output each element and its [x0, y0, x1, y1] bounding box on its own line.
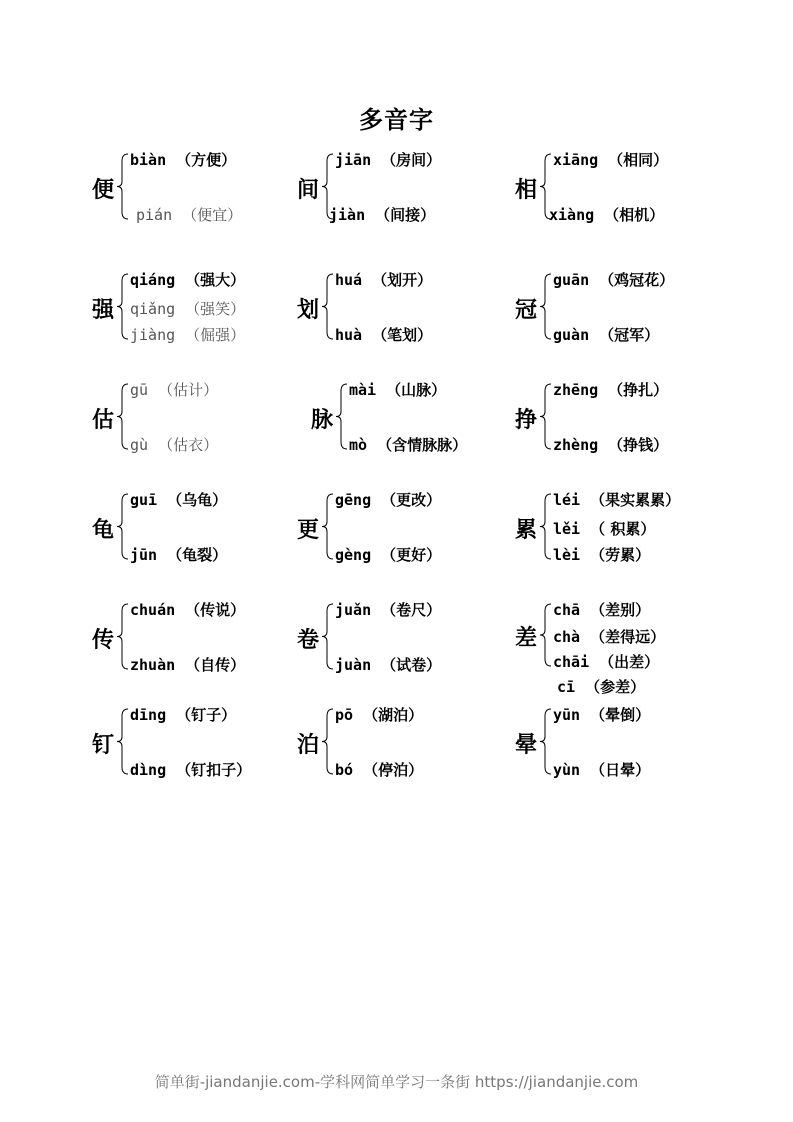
- reading-line: [335, 269, 432, 290]
- pinyin: qiǎng: [130, 300, 176, 318]
- example-word: （强大）: [185, 271, 246, 289]
- brace-icon: [539, 383, 553, 452]
- polyphone-character: 相: [515, 176, 538, 203]
- pinyin: chā: [553, 601, 581, 619]
- example-word: （出差）: [599, 653, 660, 671]
- example-word: （差别）: [590, 601, 651, 619]
- polyphone-character: 累: [515, 516, 538, 543]
- polyphone-character: 冠: [515, 296, 538, 323]
- pinyin: zhuàn: [130, 656, 176, 674]
- reading-line: [130, 544, 227, 565]
- example-word: （更好）: [381, 546, 442, 564]
- reading-line: [329, 204, 435, 225]
- reading-line: [553, 599, 650, 620]
- brace-icon: [321, 708, 335, 777]
- pinyin: jūn: [130, 546, 158, 564]
- polyphone-entry: [297, 700, 537, 810]
- footer-watermark: 简单街-jiandanjie.com-学科网简单学习一条街 https://jiandanjie.com: [154, 1073, 639, 1091]
- pinyin: juǎn: [335, 601, 372, 619]
- example-word: （参差）: [585, 678, 646, 696]
- reading-line: [553, 759, 650, 780]
- example-word: （相同）: [608, 151, 669, 169]
- polyphone-entry: [515, 700, 755, 810]
- example-word: （劳累）: [590, 546, 651, 564]
- polyphone-character: 便: [92, 176, 115, 203]
- brace-icon: [321, 273, 335, 342]
- reading-line: [553, 434, 668, 455]
- example-word: （强笑）: [185, 300, 246, 318]
- pinyin: qiáng: [130, 271, 176, 289]
- pinyin: guàn: [553, 326, 590, 344]
- pinyin: huà: [335, 326, 363, 344]
- reading-line: [553, 269, 674, 290]
- example-word: （房间）: [381, 151, 442, 169]
- example-word: （果实累累）: [590, 491, 681, 509]
- pinyin: juàn: [335, 656, 372, 674]
- pinyin: yūn: [553, 706, 581, 724]
- example-word: （龟裂）: [167, 546, 228, 564]
- reading-line: [130, 654, 245, 675]
- reading-line: [349, 379, 446, 400]
- example-word: （乌龟）: [167, 491, 228, 509]
- example-word: （钉子）: [176, 706, 237, 724]
- pinyin: xiàng: [549, 206, 595, 224]
- example-word: （划开）: [372, 271, 433, 289]
- polyphone-entry: [92, 145, 332, 255]
- polyphone-character: 间: [297, 176, 320, 203]
- brace-icon: [539, 603, 553, 669]
- reading-line: [335, 599, 441, 620]
- brace-icon: [116, 708, 130, 777]
- polyphone-entry: [515, 595, 755, 705]
- polyphone-character: 挣: [515, 406, 538, 433]
- reading-line: [553, 651, 659, 672]
- example-word: （更改）: [381, 491, 442, 509]
- pinyin: mài: [349, 381, 377, 399]
- reading-line: [130, 149, 236, 170]
- example-word: （含情脉脉）: [377, 436, 468, 454]
- reading-line: [335, 544, 441, 565]
- example-word: （方便）: [176, 151, 237, 169]
- example-word: （相机）: [604, 206, 665, 224]
- example-word: （便宜）: [182, 206, 243, 224]
- example-word: （挣扎）: [608, 381, 669, 399]
- example-word: （日晕）: [590, 761, 651, 779]
- reading-line: [553, 544, 650, 565]
- reading-line: [335, 759, 423, 780]
- reading-line: [130, 704, 236, 725]
- polyphone-entry: [92, 700, 332, 810]
- pinyin: zhēng: [553, 381, 599, 399]
- brace-icon: [539, 493, 553, 562]
- reading-line: [335, 324, 432, 345]
- polyphone-entry: [92, 595, 332, 705]
- polyphone-character: 晕: [515, 731, 538, 758]
- polyphone-character: 差: [515, 625, 538, 651]
- pinyin: chuán: [130, 601, 176, 619]
- reading-line: [553, 518, 655, 539]
- brace-icon: [116, 603, 130, 672]
- brace-icon: [321, 493, 335, 562]
- page-title: 多音字: [359, 105, 434, 134]
- example-word: （估衣）: [158, 436, 219, 454]
- brace-icon: [321, 603, 335, 672]
- reading-line: [130, 298, 245, 319]
- pinyin: biàn: [130, 151, 167, 169]
- polyphone-entry: [92, 265, 332, 375]
- reading-line: [130, 599, 245, 620]
- reading-line: [553, 379, 668, 400]
- reading-line: [557, 676, 645, 697]
- reading-line: [549, 204, 664, 225]
- reading-line: [130, 759, 251, 780]
- brace-icon: [116, 273, 130, 342]
- reading-line: [349, 434, 467, 455]
- example-word: （晕倒）: [590, 706, 651, 724]
- example-word: （卷尺）: [381, 601, 442, 619]
- polyphone-character: 更: [297, 516, 320, 543]
- pinyin: jiān: [335, 151, 372, 169]
- polyphone-entry: [515, 485, 755, 595]
- pinyin: zhèng: [553, 436, 599, 454]
- polyphone-character: 卷: [297, 626, 320, 653]
- polyphone-entry: [515, 145, 755, 255]
- example-word: （钉扣子）: [176, 761, 252, 779]
- brace-icon: [335, 383, 349, 452]
- reading-line: [335, 704, 423, 725]
- pinyin: gū: [130, 381, 149, 399]
- polyphone-entry: [297, 595, 537, 705]
- polyphone-entry: [515, 265, 755, 375]
- polyphone-entry: [297, 485, 537, 595]
- polyphone-entry: [92, 375, 332, 485]
- pinyin: cī: [557, 678, 576, 696]
- reading-line: [553, 149, 668, 170]
- polyphone-entry: [297, 145, 537, 255]
- example-word: （自传）: [185, 656, 246, 674]
- brace-icon: [116, 493, 130, 562]
- pinyin: lěi: [553, 520, 581, 538]
- pinyin: gèng: [335, 546, 372, 564]
- pinyin: jiàn: [329, 206, 366, 224]
- pinyin: yùn: [553, 761, 581, 779]
- reading-line: [553, 626, 665, 647]
- reading-line: [335, 654, 441, 675]
- pinyin: guī: [130, 491, 158, 509]
- pinyin: xiāng: [553, 151, 599, 169]
- polyphone-character: 脉: [311, 406, 334, 433]
- pinyin: mò: [349, 436, 368, 454]
- pinyin: lèi: [553, 546, 581, 564]
- reading-line: [335, 149, 441, 170]
- example-word: （停泊）: [363, 761, 424, 779]
- pinyin: gù: [130, 436, 149, 454]
- polyphone-character: 估: [92, 406, 115, 433]
- pinyin: bó: [335, 761, 354, 779]
- reading-line: [130, 324, 245, 345]
- pinyin: léi: [553, 491, 581, 509]
- brace-icon: [539, 708, 553, 777]
- polyphone-entry: [515, 375, 755, 485]
- reading-line: [130, 434, 218, 455]
- polyphone-character: 钉: [92, 731, 115, 758]
- reading-line: [130, 379, 218, 400]
- example-word: （间接）: [375, 206, 436, 224]
- brace-icon: [539, 273, 553, 342]
- reading-line: [553, 704, 650, 725]
- pinyin: dìng: [130, 761, 167, 779]
- example-word: （差得远）: [590, 628, 666, 646]
- example-word: （湖泊）: [363, 706, 424, 724]
- pinyin: guān: [553, 271, 590, 289]
- reading-line: [553, 489, 680, 510]
- polyphone-character: 传: [92, 626, 115, 653]
- pinyin: pō: [335, 706, 354, 724]
- pinyin: pián: [136, 206, 173, 224]
- example-word: （笔划）: [372, 326, 433, 344]
- reading-line: [130, 489, 227, 510]
- pinyin: gēng: [335, 491, 372, 509]
- example-word: （山脉）: [386, 381, 447, 399]
- polyphone-character: 龟: [92, 516, 115, 543]
- example-word: （试卷）: [381, 656, 442, 674]
- brace-icon: [116, 153, 130, 222]
- example-word: （传说）: [185, 601, 246, 619]
- pinyin: huá: [335, 271, 363, 289]
- pinyin: chà: [553, 628, 581, 646]
- example-word: （挣钱）: [608, 436, 669, 454]
- pinyin: chāi: [553, 653, 590, 671]
- polyphone-character: 强: [92, 296, 115, 323]
- polyphone-character: 划: [297, 296, 320, 323]
- reading-line: [335, 489, 441, 510]
- pinyin: dīng: [130, 706, 167, 724]
- brace-icon: [116, 383, 130, 452]
- example-word: （估计）: [158, 381, 219, 399]
- reading-line: [130, 269, 245, 290]
- example-word: （ 积累）: [590, 520, 656, 538]
- reading-line: [553, 324, 659, 345]
- example-word: （冠军）: [599, 326, 660, 344]
- polyphone-character: 泊: [297, 731, 320, 758]
- example-word: （倔强）: [185, 326, 246, 344]
- polyphone-entry: [92, 485, 332, 595]
- polyphone-entry: [297, 265, 537, 375]
- reading-line: [136, 204, 242, 225]
- example-word: （鸡冠花）: [599, 271, 675, 289]
- polyphone-entry: [297, 375, 537, 485]
- pinyin: jiàng: [130, 326, 176, 344]
